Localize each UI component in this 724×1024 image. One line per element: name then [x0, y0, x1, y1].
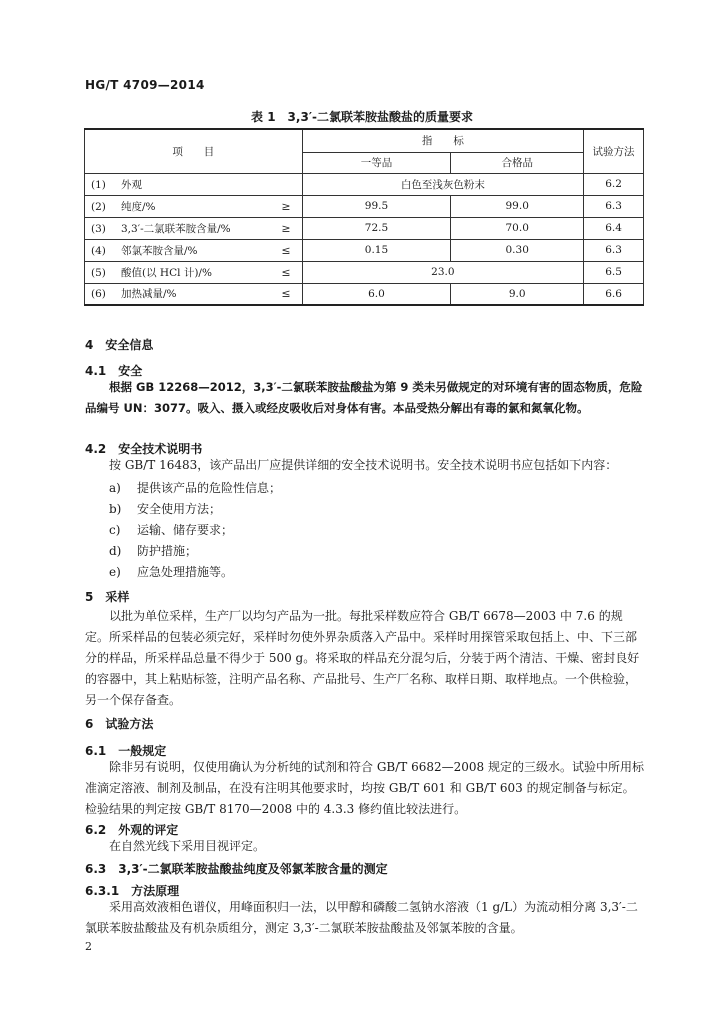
header-item: 项 目	[85, 129, 303, 173]
row-number: (2)	[91, 200, 106, 213]
row-test-method: 6.3	[584, 239, 644, 261]
comparison-symbol: ≤	[281, 287, 291, 301]
header-grade-qualified: 合格品	[451, 152, 584, 173]
section-4-1-heading: 4.1 安全	[85, 364, 143, 378]
row-merged-value: 23.0	[302, 261, 583, 283]
comparison-symbol: ≤	[281, 265, 291, 279]
header-index: 指 标	[302, 129, 583, 152]
comparison-symbol: ≤	[281, 243, 291, 257]
table-row	[85, 261, 644, 283]
row-item-cell	[85, 283, 303, 305]
header-grade-first: 一等品	[302, 152, 451, 173]
row-item-cell	[85, 239, 303, 261]
row-item-cell	[85, 217, 303, 239]
list-item: a) 提供该产品的危险性信息；	[109, 481, 282, 495]
row-value-grade-first: 99.5	[302, 195, 451, 217]
row-number: (3)	[91, 222, 106, 235]
row-test-method: 6.4	[584, 217, 644, 239]
section-6-2-text: 在自然光线下采用目视评定。	[109, 839, 266, 853]
row-value-grade-qualified: 99.0	[451, 195, 584, 217]
row-item-cell	[85, 195, 303, 217]
section-6-1-text: 除非另有说明，仅使用确认为分析纯的试剂和符合 GB/T 6682—2008 规定的三级水。试验中所用标准滴定溶液、制剂及制品，在没有注明其他要求时，均按 GB/T 601 和 GB/T 603 的规定制备与标定。检验结果的判定按 GB/T 8170—2008 中的 4.3.3 修约值比较法进行。	[85, 760, 644, 816]
section-4-2-text: 按 GB/T 16483，该产品出厂应提供详细的安全技术说明书。安全技术说明书应包括如下内容：	[109, 458, 618, 472]
section-4-heading: 4 安全信息	[85, 338, 154, 352]
row-number: (5)	[91, 266, 106, 279]
row-item-name: 外观	[121, 178, 142, 191]
list-item: c) 运输、储存要求；	[109, 523, 234, 537]
section-6-heading: 6 试验方法	[85, 717, 154, 731]
row-item-name: 邻氯苯胺含量/%	[121, 244, 198, 257]
document-code-header: HG/T 4709—2014	[85, 78, 205, 92]
row-value-grade-qualified: 9.0	[451, 283, 584, 305]
row-value-grade-first: 72.5	[302, 217, 451, 239]
row-value-grade-first: 6.0	[302, 283, 451, 305]
row-test-method: 6.2	[584, 173, 644, 195]
row-value-grade-qualified: 0.30	[451, 239, 584, 261]
row-value-grade-qualified: 70.0	[451, 217, 584, 239]
row-test-method: 6.5	[584, 261, 644, 283]
table-title: 表 1 3,3′-二氯联苯胺盐酸盐的质量要求	[251, 110, 473, 124]
row-item-name: 加热减量/%	[121, 288, 177, 301]
section-5-text: 以批为单位采样，生产厂以均匀产品为一批。每批采样数应符合 GB/T 6678—2003 中 7.6 的规定。所采样品的包装必须完好，采样时勿使外界杂质落入产品中。采样时用探管采取包括上、中、下三部分的样品，所采样品总量不得少于 500 g。将采取的样品充分混匀后，分装于两个清洁、干燥、密封良好的容器中，其上粘贴标签，注明产品名称、产品批号、生产厂名称、取样日期、取样地点。一个供检验，另一个保存备查。	[85, 609, 640, 707]
section-4-1-text: 根据 GB 12268—2012，3,3′-二氯联苯胺盐酸盐为第 9 类未另做规定的对环境有害的固态物质，危险品编号 UN：3077。吸入、摄入或经皮吸收后对身体有害。本品受热分解出有毒的氯和氮氧化物。	[85, 380, 643, 415]
comparison-symbol: ≥	[281, 221, 291, 235]
table-row	[85, 195, 644, 217]
page-number: 2	[85, 940, 92, 953]
row-item-name: 纯度/%	[121, 200, 156, 213]
row-test-method: 6.6	[584, 283, 644, 305]
section-6-1-heading: 6.1 一般规定	[85, 744, 167, 758]
table-row	[85, 217, 644, 239]
list-item: e) 应急处理措施等。	[109, 565, 234, 579]
table-row	[85, 239, 644, 261]
row-number: (1)	[91, 178, 106, 191]
section-6-2-heading: 6.2 外观的评定	[85, 823, 179, 837]
list-item: b) 安全使用方法；	[109, 502, 222, 516]
section-6-3-1-heading: 6.3.1 方法原理	[85, 884, 180, 898]
row-item-cell	[85, 173, 303, 195]
row-item-name: 3,3′-二氯联苯胺含量/%	[121, 222, 231, 235]
section-5-heading: 5 采样	[85, 590, 130, 604]
row-value-grade-first: 0.15	[302, 239, 451, 261]
row-number: (4)	[91, 244, 106, 257]
header-method: 试验方法	[584, 129, 644, 173]
row-item-name: 酸值(以 HCl 计)/%	[121, 266, 212, 279]
quality-requirements-table	[84, 128, 644, 306]
comparison-symbol: ≥	[281, 199, 291, 213]
section-6-3-heading: 6.3 3,3′-二氯联苯胺盐酸盐纯度及邻氯苯胺含量的测定	[85, 862, 388, 876]
section-6-3-1-text: 采用高效液相色谱仪，用峰面积归一法，以甲醇和磷酸二氢钠水溶液（1 g/L）为流动相分离 3,3′-二氯联苯胺盐酸盐及有机杂质组分，测定 3,3′-二氯联苯胺盐酸盐及邻氯苯胺的含量。	[85, 900, 638, 935]
row-item-cell	[85, 261, 303, 283]
row-test-method: 6.3	[584, 195, 644, 217]
table-row	[85, 173, 644, 195]
table-row	[85, 283, 644, 305]
row-merged-value: 白色至浅灰色粉末	[302, 173, 583, 195]
section-4-2-heading: 4.2 安全技术说明书	[85, 442, 203, 456]
list-item: d) 防护措施；	[109, 544, 198, 558]
row-number: (6)	[91, 288, 106, 301]
